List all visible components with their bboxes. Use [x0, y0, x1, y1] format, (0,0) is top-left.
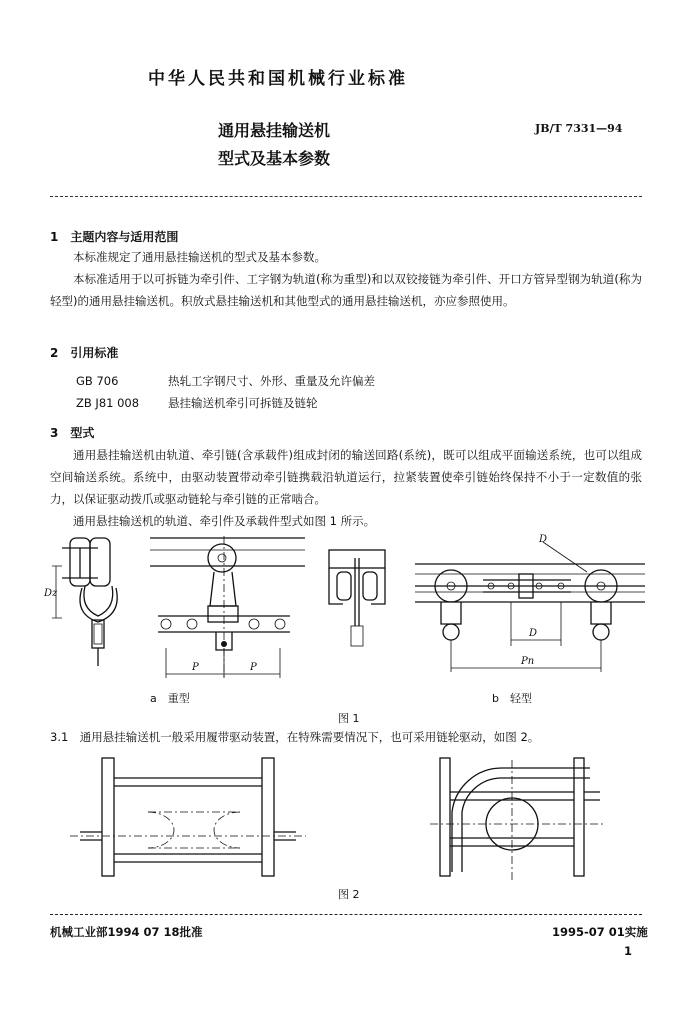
figure2-caption: 图 2: [338, 888, 360, 901]
standard-name: 中华人民共和国机械行业标准: [148, 69, 408, 89]
curved-track-outer: [452, 768, 590, 872]
dimension-label-dz: Dz: [44, 588, 58, 599]
sprocket-frame-left: [440, 758, 450, 876]
open-tube-section: [329, 550, 385, 568]
crawler-frame-left: [102, 758, 114, 876]
light-trolley-wheels: [337, 572, 351, 600]
standard-code: JB/T 7331—94: [535, 122, 623, 135]
figure1-caption-b: b 轻型: [492, 692, 532, 705]
sprocket-frame-right: [574, 758, 584, 876]
reference-code-1: GB 706: [76, 374, 119, 388]
crawler-frame-right: [262, 758, 274, 876]
figure1-caption-a: a 重型: [150, 692, 190, 705]
approval-date: 机械工业部1994 07 18批准: [50, 925, 203, 939]
header-divider: [50, 196, 642, 197]
footer-divider: [50, 914, 642, 915]
section3-paragraph2: 通用悬挂输送机的轨道、牵引件及承载件型式如图 1 所示。: [73, 514, 376, 528]
section2-heading: 2 引用标准: [50, 346, 119, 360]
figure2-drawing: [70, 752, 630, 882]
effective-date: 1995-07 01实施: [552, 925, 648, 939]
document-title-line2: 型式及基本参数: [218, 149, 331, 168]
dimension-label-p-left: P: [192, 662, 199, 673]
page-number: 1: [624, 944, 633, 958]
reference-title-1: 热轧工字钢尺寸、外形、重量及允许偏差: [168, 374, 375, 388]
reference-title-2: 悬挂输送机牵引可拆链及链轮: [168, 396, 318, 410]
section31-text: 3.1 通用悬挂输送机一般采用履带驱动装置，在特殊需要情况下，也可采用链轮驱动，如图 2。: [50, 730, 540, 744]
dimension-label-d-bottom: D: [529, 628, 538, 639]
dimension-label-d-top: D: [539, 534, 548, 545]
section3-heading: 3 型式: [50, 426, 95, 440]
trolley-wheel-side: [208, 544, 236, 572]
section1-paragraph2: 本标准适用于以可拆链为牵引件、工字钢为轨道(称为重型)和以双铰接链为牵引件、开口方管异型钢为轨道(称为轻型)的通用悬挂输送机。积放式悬挂输送机和其他型式的通用悬挂输送机，亦应参照使用。: [50, 272, 642, 308]
i-beam-section: [62, 548, 98, 578]
section3-paragraph1: 通用悬挂输送机由轨道、牵引链(含承载件)组成封闭的输送回路(系统)，既可以组成平面输送系统，也可以组成空间输送系统。系统中，由驱动装置带动牵引链携载沿轨道运行，拉紧装置使牵引链始终保持不小于一定数值的张力，以保证驱动拨爪或驱动链轮与牵引链的正常啮合。: [50, 448, 642, 506]
figure1-heavy-drawing: [40, 528, 310, 698]
dimension-label-p-right: P: [250, 662, 257, 673]
section1-heading: 1 主题内容与适用范围: [50, 230, 179, 244]
document-title-line1: 通用悬挂输送机: [218, 121, 331, 140]
figure1-light-drawing: [315, 528, 650, 678]
figure1-caption: 图 1: [338, 712, 360, 725]
section1-paragraph1: 本标准规定了通用悬挂输送机的型式及基本参数。: [73, 250, 326, 264]
reference-code-2: ZB J81 008: [76, 396, 140, 410]
rail-side-view: [150, 538, 305, 566]
dimension-label-pn: Pn: [521, 656, 535, 667]
